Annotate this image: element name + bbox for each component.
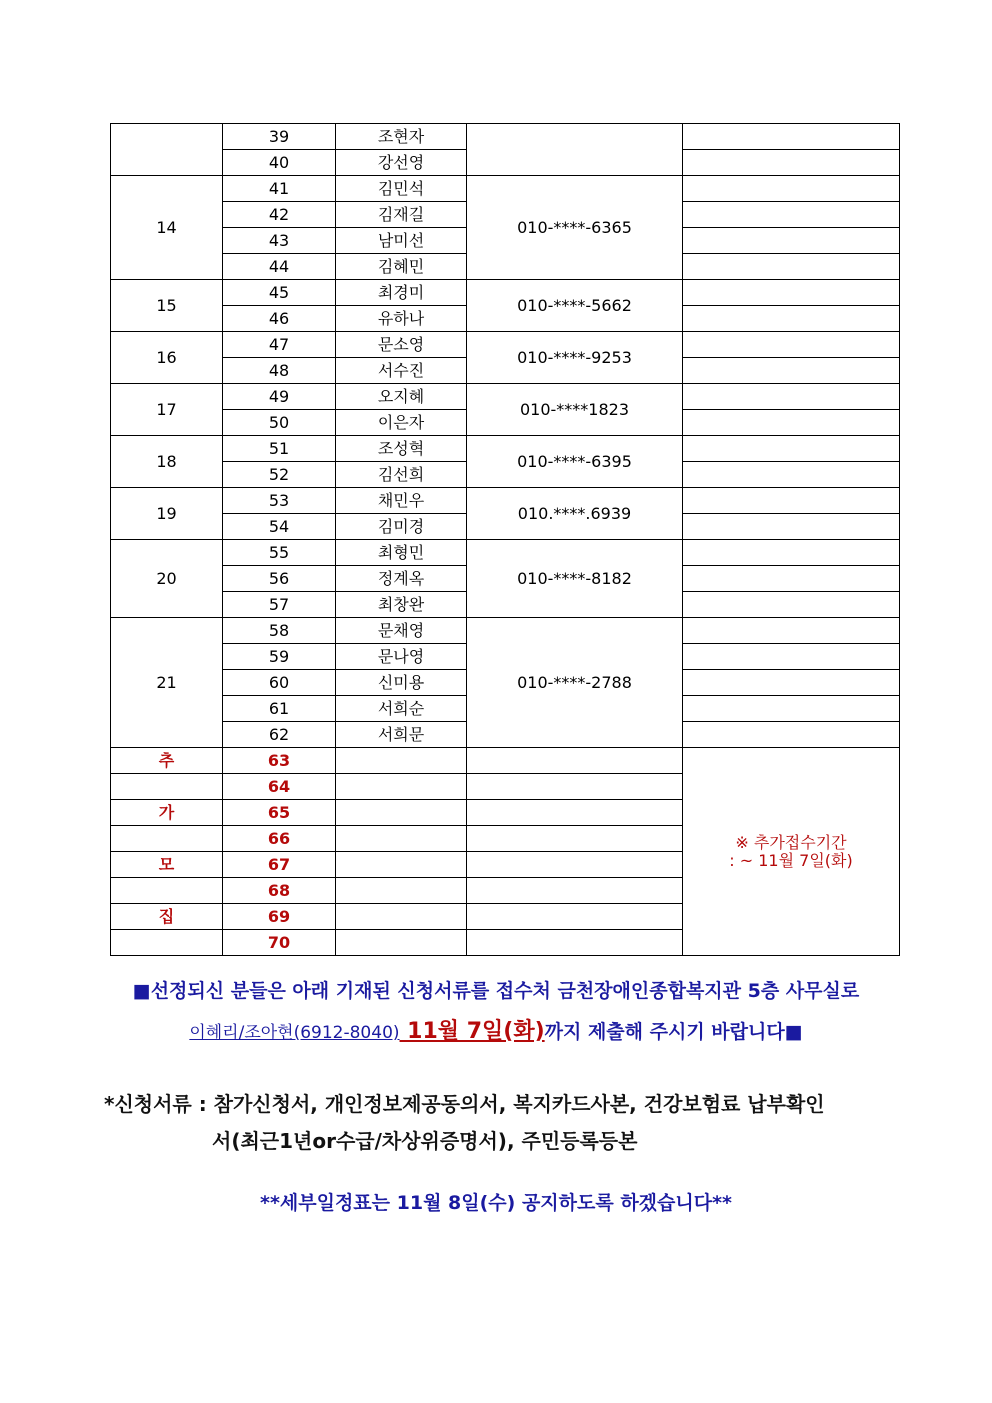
notice-line-1 <box>0 976 992 1003</box>
phone-cell: 010.****.6939 <box>467 488 683 540</box>
phone-cell: 010-****1823 <box>467 384 683 436</box>
table-row <box>111 618 900 644</box>
number-cell: 54 <box>223 514 336 540</box>
roster-table <box>110 123 900 956</box>
name-cell: 최형민 <box>336 540 467 566</box>
blank-cell <box>683 306 900 332</box>
number-cell: 50 <box>223 410 336 436</box>
name-cell: 서희문 <box>336 722 467 748</box>
name-cell: 최창완 <box>336 592 467 618</box>
number-cell: 68 <box>223 878 336 904</box>
name-cell <box>336 774 467 800</box>
blank-cell <box>683 514 900 540</box>
extra-period-note <box>683 748 900 956</box>
name-cell: 조성혁 <box>336 436 467 462</box>
number-cell: 65 <box>223 800 336 826</box>
extra-label-cell: 추 <box>111 748 223 774</box>
name-cell: 김재길 <box>336 202 467 228</box>
blank-cell <box>683 280 900 306</box>
phone-cell <box>467 774 683 800</box>
number-cell: 56 <box>223 566 336 592</box>
contact-text: 이혜리/조아현(6912-8040) <box>189 1023 400 1043</box>
extra-period-line-2: : ~ 11월 7일(화) <box>729 850 853 870</box>
number-cell: 69 <box>223 904 336 930</box>
extra-label-cell <box>111 774 223 800</box>
blank-cell <box>683 696 900 722</box>
notice-line-1-text: ■선정되신 분들은 아래 기재된 신청서류를 접수처 금천장애인종합복지관 5층 사무실로 <box>132 980 860 1002</box>
blank-cell <box>683 410 900 436</box>
blank-cell <box>683 254 900 280</box>
table-row <box>111 176 900 202</box>
number-cell: 62 <box>223 722 336 748</box>
blank-cell <box>683 150 900 176</box>
number-cell: 58 <box>223 618 336 644</box>
group-cell: 15 <box>111 280 223 332</box>
blank-cell <box>683 592 900 618</box>
table-row <box>111 384 900 410</box>
phone-cell: 010-****-6365 <box>467 176 683 280</box>
phone-cell <box>467 800 683 826</box>
group-cell: 19 <box>111 488 223 540</box>
name-cell <box>336 852 467 878</box>
extra-label-cell: 가 <box>111 800 223 826</box>
number-cell: 70 <box>223 930 336 956</box>
name-cell: 이은자 <box>336 410 467 436</box>
blank-cell <box>683 202 900 228</box>
name-cell: 채민우 <box>336 488 467 514</box>
phone-cell <box>467 852 683 878</box>
number-cell: 64 <box>223 774 336 800</box>
phone-cell <box>467 930 683 956</box>
name-cell: 김미경 <box>336 514 467 540</box>
extra-period-line-1: ※ 추가접수기간 <box>735 832 847 852</box>
phone-cell <box>467 124 683 176</box>
extra-label-cell: 모 <box>111 852 223 878</box>
name-cell <box>336 904 467 930</box>
table-row <box>111 332 900 358</box>
notice-line-2-tail: 까지 제출해 주시기 바랍니다■ <box>544 1021 803 1043</box>
blank-cell <box>683 462 900 488</box>
table-row <box>111 540 900 566</box>
number-cell: 46 <box>223 306 336 332</box>
number-cell: 40 <box>223 150 336 176</box>
group-cell: 18 <box>111 436 223 488</box>
group-cell: 20 <box>111 540 223 618</box>
blank-cell <box>683 332 900 358</box>
phone-cell: 010-****-9253 <box>467 332 683 384</box>
table-row <box>111 488 900 514</box>
name-cell: 문나영 <box>336 644 467 670</box>
number-cell: 51 <box>223 436 336 462</box>
name-cell: 유하나 <box>336 306 467 332</box>
number-cell: 39 <box>223 124 336 150</box>
blank-cell <box>683 228 900 254</box>
phone-cell <box>467 748 683 774</box>
number-cell: 41 <box>223 176 336 202</box>
name-cell: 김선희 <box>336 462 467 488</box>
phone-cell: 010-****-6395 <box>467 436 683 488</box>
extra-label-cell: 집 <box>111 904 223 930</box>
name-cell: 문채영 <box>336 618 467 644</box>
number-cell: 49 <box>223 384 336 410</box>
blank-cell <box>683 176 900 202</box>
blank-cell <box>683 124 900 150</box>
number-cell: 55 <box>223 540 336 566</box>
blank-cell <box>683 566 900 592</box>
blank-cell <box>683 618 900 644</box>
group-cell: 17 <box>111 384 223 436</box>
phone-cell <box>467 904 683 930</box>
name-cell <box>336 800 467 826</box>
name-cell <box>336 826 467 852</box>
number-cell: 48 <box>223 358 336 384</box>
blank-cell <box>683 488 900 514</box>
name-cell: 서수진 <box>336 358 467 384</box>
blank-cell <box>683 436 900 462</box>
name-cell: 남미선 <box>336 228 467 254</box>
blank-cell <box>683 540 900 566</box>
name-cell <box>336 878 467 904</box>
name-cell: 서희순 <box>336 696 467 722</box>
blank-cell <box>683 384 900 410</box>
name-cell: 조현자 <box>336 124 467 150</box>
schedule-notice: **세부일정표는 11월 8일(수) 공지하도록 하겠습니다** <box>260 1192 732 1214</box>
group-cell: 21 <box>111 618 223 748</box>
documents-line-2: 서(최근1년or수급/차상위증명서), 주민등록등본 <box>212 1129 638 1153</box>
phone-cell <box>467 826 683 852</box>
deadline-text: 11월 7일(화) <box>399 1019 545 1044</box>
group-cell: 16 <box>111 332 223 384</box>
extra-label-cell <box>111 930 223 956</box>
name-cell <box>336 930 467 956</box>
blank-cell <box>683 670 900 696</box>
name-cell: 김민석 <box>336 176 467 202</box>
number-cell: 66 <box>223 826 336 852</box>
table-row <box>111 124 900 150</box>
number-cell: 47 <box>223 332 336 358</box>
name-cell: 최경미 <box>336 280 467 306</box>
blank-cell <box>683 722 900 748</box>
number-cell: 53 <box>223 488 336 514</box>
number-cell: 63 <box>223 748 336 774</box>
extra-label-cell <box>111 826 223 852</box>
name-cell: 김혜민 <box>336 254 467 280</box>
name-cell: 강선영 <box>336 150 467 176</box>
group-cell <box>111 124 223 176</box>
phone-cell: 010-****-2788 <box>467 618 683 748</box>
phone-cell <box>467 878 683 904</box>
name-cell: 오지혜 <box>336 384 467 410</box>
name-cell <box>336 748 467 774</box>
blank-cell <box>683 644 900 670</box>
blank-cell <box>683 358 900 384</box>
phone-cell: 010-****-5662 <box>467 280 683 332</box>
group-cell: 14 <box>111 176 223 280</box>
number-cell: 67 <box>223 852 336 878</box>
name-cell: 문소영 <box>336 332 467 358</box>
name-cell: 정계옥 <box>336 566 467 592</box>
notice-line-2 <box>0 1014 992 1045</box>
table-row <box>111 748 900 774</box>
number-cell: 61 <box>223 696 336 722</box>
number-cell: 60 <box>223 670 336 696</box>
number-cell: 57 <box>223 592 336 618</box>
documents-line-1: *신청서류 : 참가신청서, 개인정보제공동의서, 복지카드사본, 건강보험료 납부확인 <box>104 1092 825 1116</box>
number-cell: 59 <box>223 644 336 670</box>
extra-label-cell <box>111 878 223 904</box>
name-cell: 신미용 <box>336 670 467 696</box>
number-cell: 45 <box>223 280 336 306</box>
table-row <box>111 280 900 306</box>
number-cell: 42 <box>223 202 336 228</box>
number-cell: 43 <box>223 228 336 254</box>
number-cell: 52 <box>223 462 336 488</box>
number-cell: 44 <box>223 254 336 280</box>
table-row <box>111 436 900 462</box>
phone-cell: 010-****-8182 <box>467 540 683 618</box>
